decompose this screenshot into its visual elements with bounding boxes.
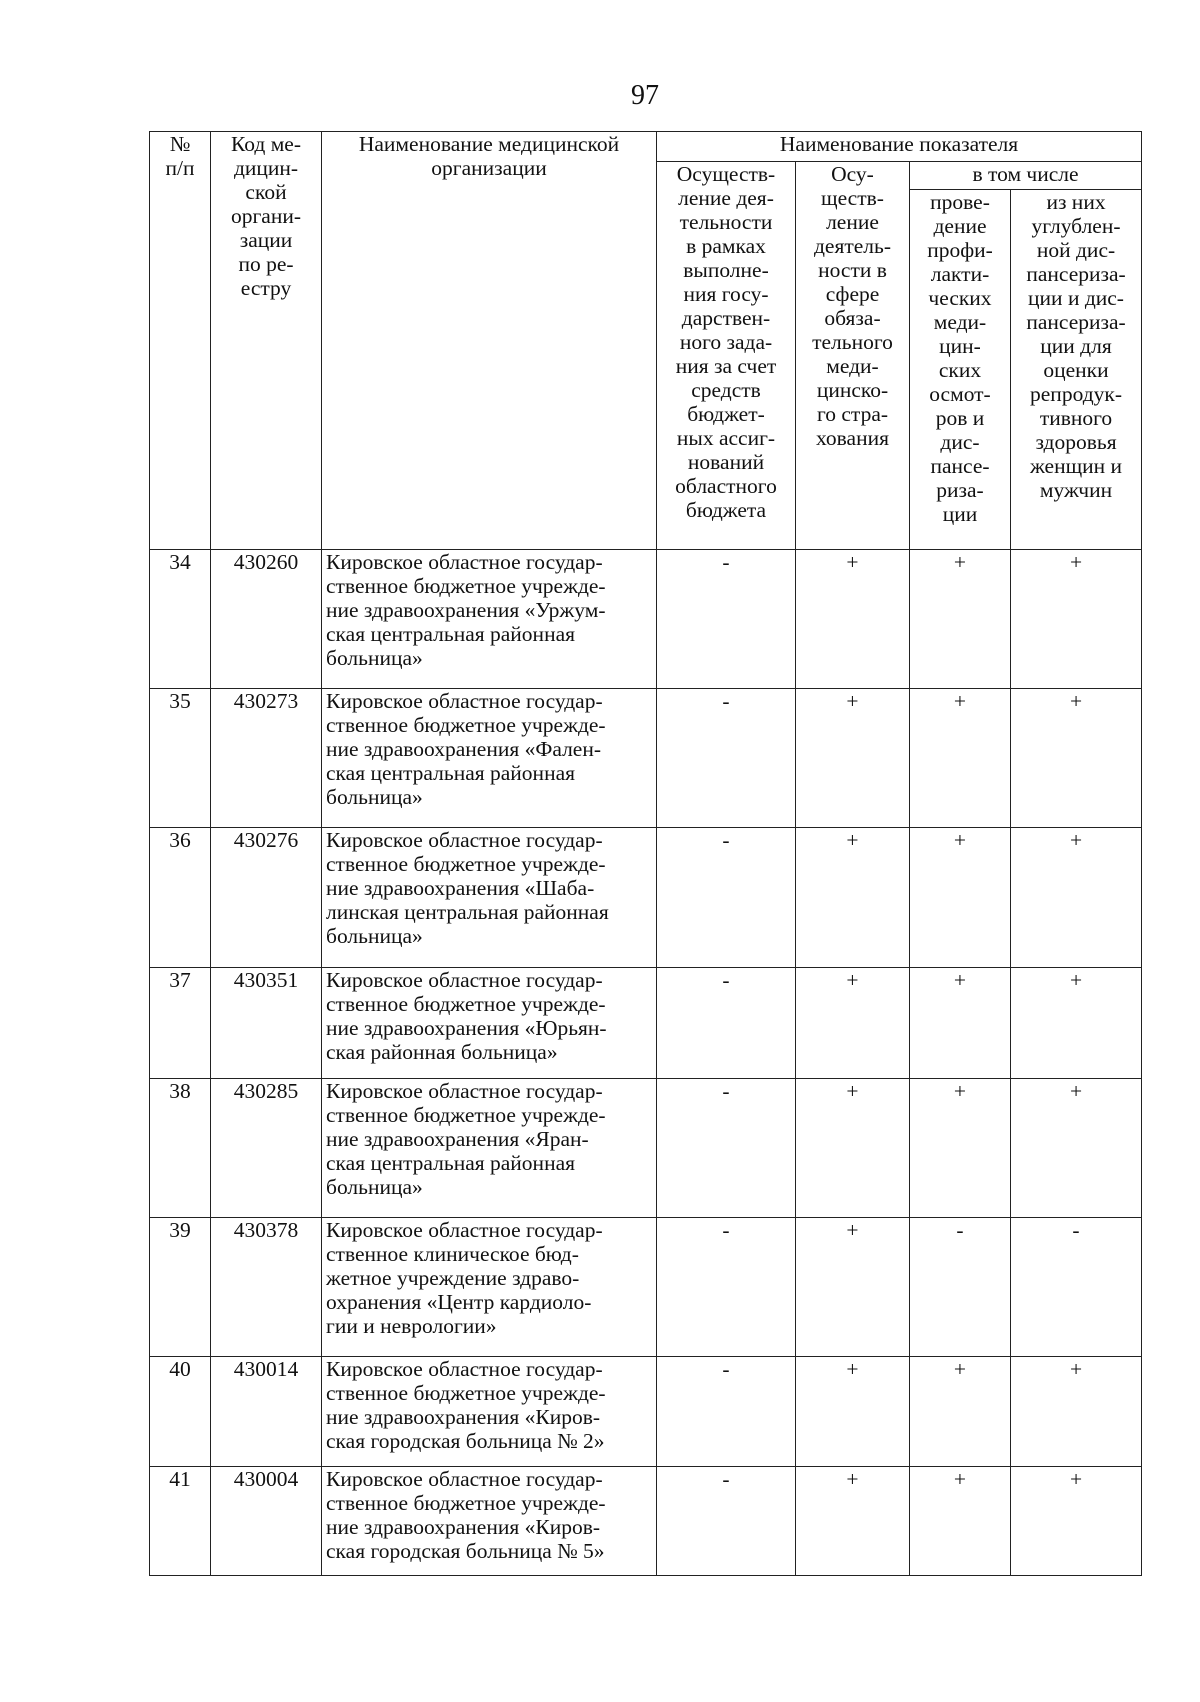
row-prof: + [910,1466,1011,1575]
text-line: меди- [933,309,987,334]
text-line: ской [245,180,287,204]
row-repro: + [1011,688,1142,827]
row-oms: + [796,1356,910,1466]
text-line: Кировское областное государ- [326,1217,603,1242]
row-num: 35 [150,688,211,827]
text-line: ние здравоохранения «Фален- [326,736,602,761]
text-line: ская районная больница» [326,1039,558,1064]
table-row [150,1466,1142,1575]
text-line: дарствен- [681,305,771,330]
text-line: риза- [936,477,984,502]
text-line: ции и дис- [1028,285,1124,310]
row-state: - [657,1217,796,1356]
text-line: жетное учреждение здраво- [326,1265,580,1290]
text-line: Осуществ- [676,161,776,186]
table-row [150,1078,1142,1217]
text-line: оценки [1043,357,1109,382]
text-line: Кировское областное государ- [326,688,603,713]
row-name [322,688,657,827]
text-line: хования [816,425,889,450]
text-line: ного зада- [679,329,773,354]
text-line: ние здравоохранения «Яран- [326,1126,589,1151]
text-line: ская городская больница № 5» [326,1538,605,1563]
header-group-title: Наименование показателя [657,132,1142,162]
row-oms: + [796,1217,910,1356]
table-row [150,827,1142,967]
text-line: в рамках [686,233,766,258]
text-line: меди- [826,353,879,378]
row-name [322,1356,657,1466]
text-line: зации [239,228,293,252]
text-line: ственное бюджетное учрежде- [326,573,606,598]
text-line: бюджет- [687,401,765,426]
text-line: цинско- [816,377,889,402]
text-line: организации [431,156,547,180]
text-line: естру [240,276,292,300]
text-line: осмот- [929,381,991,406]
text-line: лакти- [930,261,990,286]
text-line: дицин- [233,156,299,180]
text-line: ческих [928,285,992,310]
table-row [150,1356,1142,1466]
text-line: ции [942,501,978,526]
header-subgroup-title: в том числе [910,161,1142,189]
row-num: 39 [150,1217,211,1356]
text-line: ственное бюджетное учрежде- [326,1490,606,1515]
row-state: - [657,1466,796,1575]
row-repro: + [1011,1078,1142,1217]
header-code [211,132,322,550]
text-line: ния за счет [675,353,777,378]
row-repro: + [1011,549,1142,688]
row-name [322,1466,657,1575]
row-name [322,1217,657,1356]
header-oms [796,161,910,549]
text-line: Кировское областное государ- [326,1078,603,1103]
text-line: ние здравоохранения «Юрьян- [326,1015,607,1040]
row-code: 430014 [211,1356,322,1466]
row-repro: + [1011,827,1142,967]
row-num: 37 [150,967,211,1078]
text-line: ных ассиг- [676,425,776,450]
row-oms: + [796,549,910,688]
text-line: Код ме- [230,132,302,156]
text-line: сфере [825,281,880,306]
row-prof: + [910,688,1011,827]
text-line: ление [826,209,879,234]
text-line: ров и [935,405,985,430]
text-line: ственное бюджетное учрежде- [326,991,606,1016]
text-line: Наименование медицинской [358,132,620,156]
text-line: п/п [165,156,195,180]
row-code: 430351 [211,967,322,1078]
row-oms: + [796,1078,910,1217]
row-code: 430260 [211,549,322,688]
row-prof: + [910,827,1011,967]
row-repro: + [1011,1466,1142,1575]
table-row [150,549,1142,688]
text-line: тивного [1039,405,1113,430]
row-num: 38 [150,1078,211,1217]
text-line: углублен- [1031,213,1121,238]
row-name [322,967,657,1078]
text-line: тельного [812,329,893,354]
text-line: репродук- [1030,381,1122,406]
text-line: ская городская больница № 2» [326,1428,605,1453]
text-line: дис- [940,429,980,454]
row-state: - [657,688,796,827]
header-repro [1011,189,1142,549]
text-line: № [169,132,191,156]
text-line: мужчин [1039,477,1113,502]
row-prof: + [910,1356,1011,1466]
text-line: ственное клиническое бюд- [326,1241,579,1266]
text-line: Кировское областное государ- [326,1466,603,1491]
text-line: Кировское областное государ- [326,967,603,992]
text-line: ности в [818,257,887,282]
text-line: ственное бюджетное учрежде- [326,1380,606,1405]
row-repro: - [1011,1217,1142,1356]
text-line: ление дея- [678,185,774,210]
row-prof: + [910,1078,1011,1217]
text-line: деятель- [813,233,891,258]
text-line: здоровья [1035,429,1117,454]
text-line: ственное бюджетное учрежде- [326,851,606,876]
text-line: ская центральная районная [326,1150,576,1175]
text-line: тельности [679,209,773,234]
header-prof [910,189,1011,549]
row-state: - [657,967,796,1078]
text-line: гии и неврологии» [326,1313,497,1338]
text-line: Кировское областное государ- [326,827,603,852]
text-line: органи- [230,204,302,228]
text-line: ния госу- [683,281,769,306]
text-line: ских [938,357,982,382]
row-prof: + [910,967,1011,1078]
text-line: дение [933,213,987,238]
text-line: женщин и [1029,453,1123,478]
row-repro: + [1011,967,1142,1078]
page-number: 97 [631,80,659,111]
row-name [322,549,657,688]
text-line: ние здравоохранения «Уржум- [326,597,606,622]
text-line: Осу- [831,161,874,186]
row-state: - [657,1356,796,1466]
text-line: ская центральная районная [326,760,576,785]
text-line: ние здравоохранения «Шаба- [326,875,595,900]
row-oms: + [796,688,910,827]
row-num: 34 [150,549,211,688]
text-line: обяза- [824,305,881,330]
text-line: пансериза- [1026,261,1126,286]
text-line: ственное бюджетное учрежде- [326,1102,606,1127]
row-name [322,1078,657,1217]
text-line: больница» [326,645,423,670]
text-line: пансе- [930,453,990,478]
text-line: профи- [927,237,993,262]
row-oms: + [796,1466,910,1575]
text-line: по ре- [238,252,294,276]
row-name [322,827,657,967]
text-line: выполне- [683,257,769,282]
text-line: ственное бюджетное учрежде- [326,712,606,737]
text-line: пансериза- [1026,309,1126,334]
text-line: областного [675,473,777,498]
text-line: из них [1046,189,1106,214]
text-line: ной дис- [1036,237,1116,262]
text-line: прове- [930,189,990,214]
text-line: ции для [1040,333,1112,358]
text-line: ская центральная районная [326,621,576,646]
text-line: го стра- [816,401,889,426]
text-line: средств [691,377,761,402]
table-row [150,1217,1142,1356]
row-num: 36 [150,827,211,967]
row-state: - [657,827,796,967]
text-line: больница» [326,784,423,809]
text-line: цин- [939,333,981,358]
text-line: ние здравоохранения «Киров- [326,1404,601,1429]
row-code: 430276 [211,827,322,967]
text-line: Кировское областное государ- [326,1356,603,1381]
text-line: Кировское областное государ- [326,549,603,574]
organizations-table [149,131,1142,1576]
row-num: 40 [150,1356,211,1466]
row-code: 430378 [211,1217,322,1356]
row-prof: - [910,1217,1011,1356]
table-row [150,688,1142,827]
row-oms: + [796,967,910,1078]
header-row-1 [150,132,1142,162]
row-code: 430004 [211,1466,322,1575]
text-line: нований [687,449,765,474]
header-name [322,132,657,550]
row-repro: + [1011,1356,1142,1466]
row-code: 430285 [211,1078,322,1217]
row-code: 430273 [211,688,322,827]
row-oms: + [796,827,910,967]
row-state: - [657,1078,796,1217]
header-state [657,161,796,549]
text-line: больница» [326,923,423,948]
header-num [150,132,211,550]
text-line: охранения «Центр кардиоло- [326,1289,592,1314]
row-state: - [657,549,796,688]
text-line: ние здравоохранения «Киров- [326,1514,601,1539]
row-num: 41 [150,1466,211,1575]
table-row [150,967,1142,1078]
text-line: бюджета [685,497,767,522]
row-prof: + [910,549,1011,688]
text-line: линская центральная районная [326,899,609,924]
text-line: больница» [326,1174,423,1199]
text-line: ществ- [821,185,884,210]
